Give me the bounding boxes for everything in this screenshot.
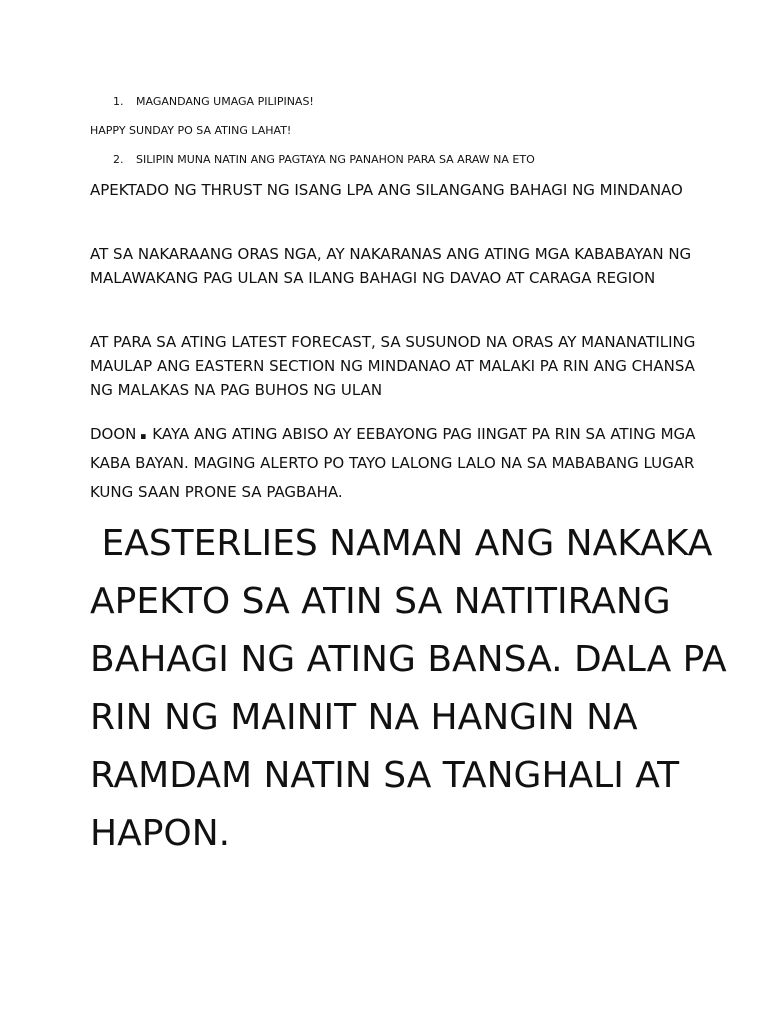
advisory-lead: DOON bbox=[90, 425, 137, 443]
easterlies-large-text: EASTERLIES NAMAN ANG NAKAKA APEKTO SA ATIN SA NATITIRANG BAHAGI NG ATING BANSA. DALA PA RIN NG MAINIT NA HANGIN NA RAMDAM NATIN SA TANGHALI AT HAPON. bbox=[90, 523, 739, 854]
paragraph-past-rain: AT SA NAKARAANG ORAS NGA, AY NAKARANAS ANG ATING MGA KABABAYAN NG MALAWAKANG PAG ULAN SA ILANG BAHAGI NG DAVAO AT CARAGA REGION bbox=[90, 245, 692, 287]
paragraph-lpa: APEKTADO NG THRUST NG ISANG LPA ANG SILANGANG BAHAGI NG MINDANAO bbox=[90, 181, 683, 199]
paragraph-advisory bbox=[90, 416, 700, 507]
paragraph-forecast: AT PARA SA ATING LATEST FORECAST, SA SUSUNOD NA ORAS AY MANANATILING MAULAP ANG EASTERN SECTION NG MINDANAO AT MALAKI PA RIN ANG CHANSA NG MALAKAS NA PAG BUHOS NG ULAN bbox=[90, 333, 696, 399]
list-number-2: 2. bbox=[113, 153, 124, 166]
list-item-2 bbox=[113, 153, 535, 167]
list-number-1: 1. bbox=[113, 95, 124, 108]
advisory-dot: . bbox=[138, 416, 149, 446]
list-item-1 bbox=[113, 95, 314, 109]
list-text-1: MAGANDANG UMAGA PILIPINAS! bbox=[136, 95, 314, 108]
list-text-2: SILIPIN MUNA NATIN ANG PAGTAYA NG PANAHON PARA SA ARAW NA ETO bbox=[136, 153, 535, 166]
greeting-line: HAPPY SUNDAY PO SA ATING LAHAT! bbox=[90, 124, 292, 137]
advisory-rest: KAYA ANG ATING ABISO AY EEBAYONG PAG IINGAT PA RIN SA ATING MGA KABA BAYAN. MAGING ALERTO PO TAYO LALONG LALO NA SA MABABANG LUGAR KUNG SAAN PRONE SA PAGBAHA. bbox=[90, 425, 696, 501]
